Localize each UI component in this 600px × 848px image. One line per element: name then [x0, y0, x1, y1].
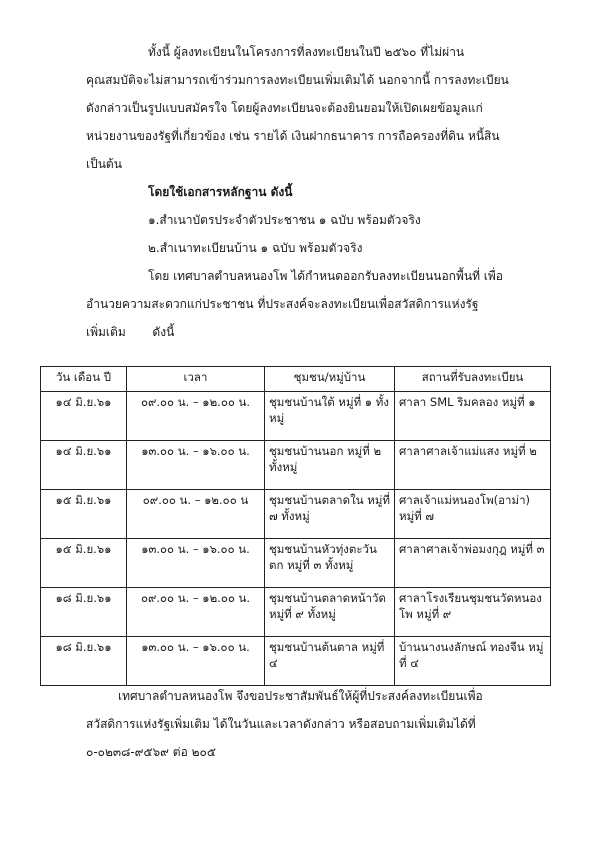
- closing-line-1: เทศบาลตำบลหนองโพ จึงขอประชาสัมพันธ์ให้ผู้ที่ประสงค์ลงทะเบียนเพื่อ: [118, 689, 483, 703]
- table-row: [41, 637, 551, 686]
- cell-location: ศาลเจ้าแม่หนองโพ(อาม่า) หมู่ที่ ๗: [395, 490, 551, 539]
- closing-line-2: สวัสดิการแห่งรัฐเพิ่มเติม ได้ในวันและเวลาดังกล่าว หรือสอบถามเพิ่มเติมได้ที่: [86, 717, 476, 731]
- cell-community: ชุมชนบ้านใต้ หมู่ที่ ๑ ทั้งหมู่: [265, 392, 395, 441]
- cell-time: ๑๓.๐๐ น. – ๑๖.๐๐ น.: [127, 441, 265, 490]
- cell-time: ๐๙.๐๐ น. – ๑๒.๐๐ น.: [127, 588, 265, 637]
- cell-location: ศาลา SML ริมคลอง หมู่ที่ ๑: [395, 392, 551, 441]
- paragraph-1-line-2: คุณสมบัติจะไม่สามารถเข้าร่วมการลงทะเบียนเพิ่มเติมได้ นอกจากนี้ การลงทะเบียน: [86, 73, 509, 87]
- paragraph-1-line-1: ทั้งนี้ ผู้ลงทะเบียนในโครงการที่ลงทะเบียนในปี ๒๕๖๐ ที่ไม่ผ่าน: [148, 45, 465, 59]
- paragraph-1-line-5: เป็นต้น: [86, 157, 122, 171]
- table-row: [41, 539, 551, 588]
- table-row: [41, 441, 551, 490]
- cell-location: ศาลาศาลเจ้าพ่อมงกุฎ หมู่ที่ ๓: [395, 539, 551, 588]
- cell-date: ๑๔ มิ.ย.๖๑: [41, 441, 127, 490]
- paragraph-1-line-3: ดังกล่าวเป็นรูปแบบสมัครใจ โดยผู้ลงทะเบียนจะต้องยินยอมให้เปิดเผยข้อมูลแก่: [86, 101, 483, 115]
- cell-location: ศาลาศาลเจ้าแม่แสง หมู่ที่ ๒: [395, 441, 551, 490]
- cell-date: ๑๘ มิ.ย.๖๑: [41, 588, 127, 637]
- paragraph-2-line-1: โดย เทศบาลตำบลหนองโพ ได้กำหนดออกรับลงทะเบียนนอกพื้นที่ เพื่อ: [148, 269, 504, 283]
- cell-community: ชุมชนบ้านตลาดใน หมู่ที่ ๗ ทั้งหมู่: [265, 490, 395, 539]
- cell-location: ศาลาโรงเรียนชุมชนวัดหนองโพ หมู่ที่ ๙: [395, 588, 551, 637]
- cell-time: ๑๓.๐๐ น. – ๑๖.๐๐ น.: [127, 539, 265, 588]
- cell-location: บ้านนางนงลักษณ์ ทองจีน หมู่ที่ ๔: [395, 637, 551, 686]
- registration-schedule-table: [40, 366, 551, 686]
- header-location: สถานที่รับลงทะเบียน: [395, 367, 551, 392]
- cell-date: ๑๔ มิ.ย.๖๑: [41, 392, 127, 441]
- table-header-row: [41, 367, 551, 392]
- table-row: [41, 490, 551, 539]
- header-date: วัน เดือน ปี: [41, 367, 127, 392]
- paragraph-2-line-3: เพิ่มเติม ดังนี้: [86, 325, 175, 339]
- cell-community: ชุมชนบ้านต้นตาล หมู่ที่ ๔: [265, 637, 395, 686]
- table-row: [41, 588, 551, 637]
- cell-date: ๑๘ มิ.ย.๖๑: [41, 637, 127, 686]
- document-item-1: ๑.สำเนาบัตรประจำตัวประชาชน ๑ ฉบับ พร้อมตัวจริง: [148, 213, 421, 227]
- cell-community: ชุมชนบ้านตลาดหน้าวัด หมู่ที่ ๙ ทั้งหมู่: [265, 588, 395, 637]
- cell-time: ๐๙.๐๐ น. – ๑๒.๐๐ น: [127, 490, 265, 539]
- cell-date: ๑๕ มิ.ย.๖๑: [41, 490, 127, 539]
- document-item-2: ๒.สำเนาทะเบียนบ้าน ๑ ฉบับ พร้อมตัวจริง: [148, 241, 363, 255]
- closing-phone: ๐-๐๒๓๘-๙๕๖๙ ต่อ ๒๐๕: [86, 745, 216, 759]
- cell-time: ๑๓.๐๐ น. – ๑๖.๐๐ น.: [127, 637, 265, 686]
- paragraph-1-line-4: หน่วยงานของรัฐที่เกี่ยวข้อง เช่น รายได้ เงินฝากธนาคาร การถือครองที่ดิน หนี้สิน: [86, 129, 500, 143]
- cell-community: ชุมชนบ้านนอก หมู่ที่ ๒ ทั้งหมู่: [265, 441, 395, 490]
- header-time: เวลา: [127, 367, 265, 392]
- table-row: [41, 392, 551, 441]
- documents-heading: โดยใช้เอกสารหลักฐาน ดังนี้: [148, 185, 293, 199]
- cell-time: ๐๙.๐๐ น. – ๑๒.๐๐ น.: [127, 392, 265, 441]
- cell-date: ๑๕ มิ.ย.๖๑: [41, 539, 127, 588]
- header-community: ชุมชน/หมู่บ้าน: [265, 367, 395, 392]
- paragraph-2-line-2: อำนวยความสะดวกแก่ประชาชน ที่ประสงค์จะลงทะเบียนเพื่อสวัสดิการแห่งรัฐ: [86, 297, 479, 311]
- cell-community: ชุมชนบ้านหัวทุ่งตะวันตก หมู่ที่ ๓ ทั้งหมู่: [265, 539, 395, 588]
